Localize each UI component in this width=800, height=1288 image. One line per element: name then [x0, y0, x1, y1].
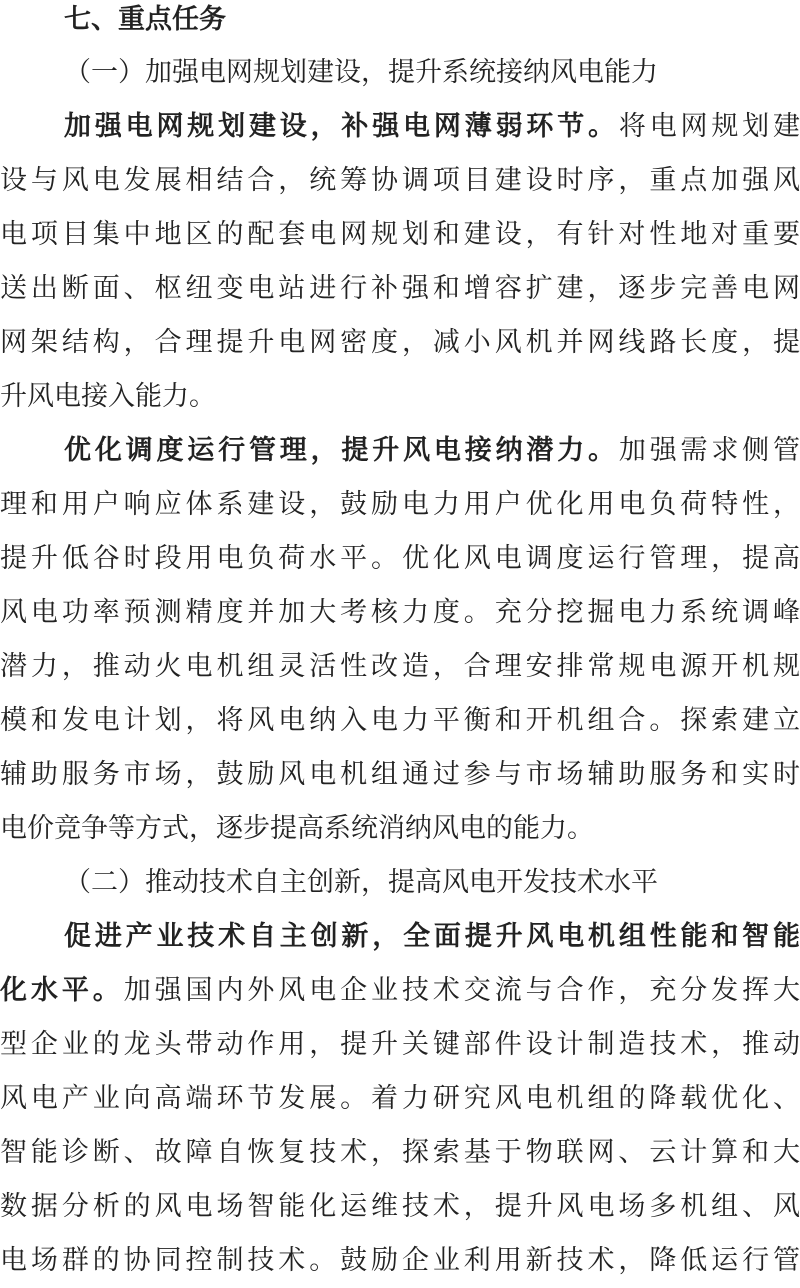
paragraph-1-line-1 [0, 100, 800, 154]
paragraph-1-line-3: 电项目集中地区的配套电网规划和建设，有针对性地对重要 [0, 219, 800, 250]
paragraph-3-line-6: 数据分析的风电场智能化运维技术，提升风电场多机组、风 [0, 1191, 800, 1222]
paragraph-1-line-4: 送出断面、枢纽变电站进行补强和增容扩建，逐步完善电网 [0, 273, 800, 304]
paragraph-3-line-2 [0, 964, 800, 1018]
subsection-heading-1: （一）加强电网规划建设，提升系统接纳风电能力 [64, 57, 658, 88]
paragraph-2-text: 加强需求侧管 [618, 435, 800, 466]
paragraph-3-line-7: 电场群的协同控制技术。鼓励企业利用新技术，降低运行管 [0, 1245, 800, 1276]
paragraph-2-line-1 [0, 424, 800, 478]
paragraph-2-line-5: 潜力，推动火电机组灵活性改造，合理安排常规电源开机规 [0, 651, 800, 682]
paragraph-3-line-4: 风电产业向高端环节发展。着力研究风电机组的降载优化、 [0, 1083, 800, 1114]
paragraph-1-line-5: 网架结构，合理提升电网密度，减小风机并网线路长度，提 [0, 327, 800, 358]
paragraph-1-line-2: 设与风电发展相结合，统筹协调项目建设时序，重点加强风 [0, 165, 800, 196]
paragraph-2-line-8: 电价竞争等方式，逐步提高系统消纳风电的能力。 [0, 813, 594, 844]
paragraph-2-line-6: 模和发电计划，将风电纳入电力平衡和开机组合。探索建立 [0, 705, 800, 736]
section-heading: 七、重点任务 [64, 4, 226, 35]
paragraph-1-line-6: 升风电接入能力。 [0, 381, 216, 412]
paragraph-2-line-4: 风电功率预测精度并加大考核力度。充分挖掘电力系统调峰 [0, 597, 800, 628]
paragraph-2-line-7: 辅助服务市场，鼓励风电机组通过参与市场辅助服务和实时 [0, 759, 800, 790]
paragraph-3-lead-end: 化水平。 [0, 975, 124, 1006]
paragraph-3-line-5: 智能诊断、故障自恢复技术，探索基于物联网、云计算和大 [0, 1137, 800, 1168]
paragraph-3-line-1: 促进产业技术自主创新，全面提升风电机组性能和智能 [64, 921, 800, 952]
paragraph-2-lead: 优化调度运行管理，提升风电接纳潜力。 [64, 435, 619, 466]
paragraph-1-text: 将电网规划建 [618, 111, 800, 142]
paragraph-2-line-3: 提升低谷时段用电负荷水平。优化风电调度运行管理，提高 [0, 543, 800, 574]
paragraph-1-lead: 加强电网规划建设，补强电网薄弱环节。 [64, 111, 619, 142]
paragraph-3-text: 加强国内外风电企业技术交流与合作，充分发挥大 [123, 975, 800, 1006]
paragraph-3-line-3: 型企业的龙头带动作用，提升关键部件设计制造技术，推动 [0, 1029, 800, 1060]
subsection-heading-2: （二）推动技术自主创新，提高风电开发技术水平 [64, 867, 658, 898]
paragraph-2-line-2: 理和用户响应体系建设，鼓励电力用户优化用电负荷特性， [0, 489, 800, 520]
